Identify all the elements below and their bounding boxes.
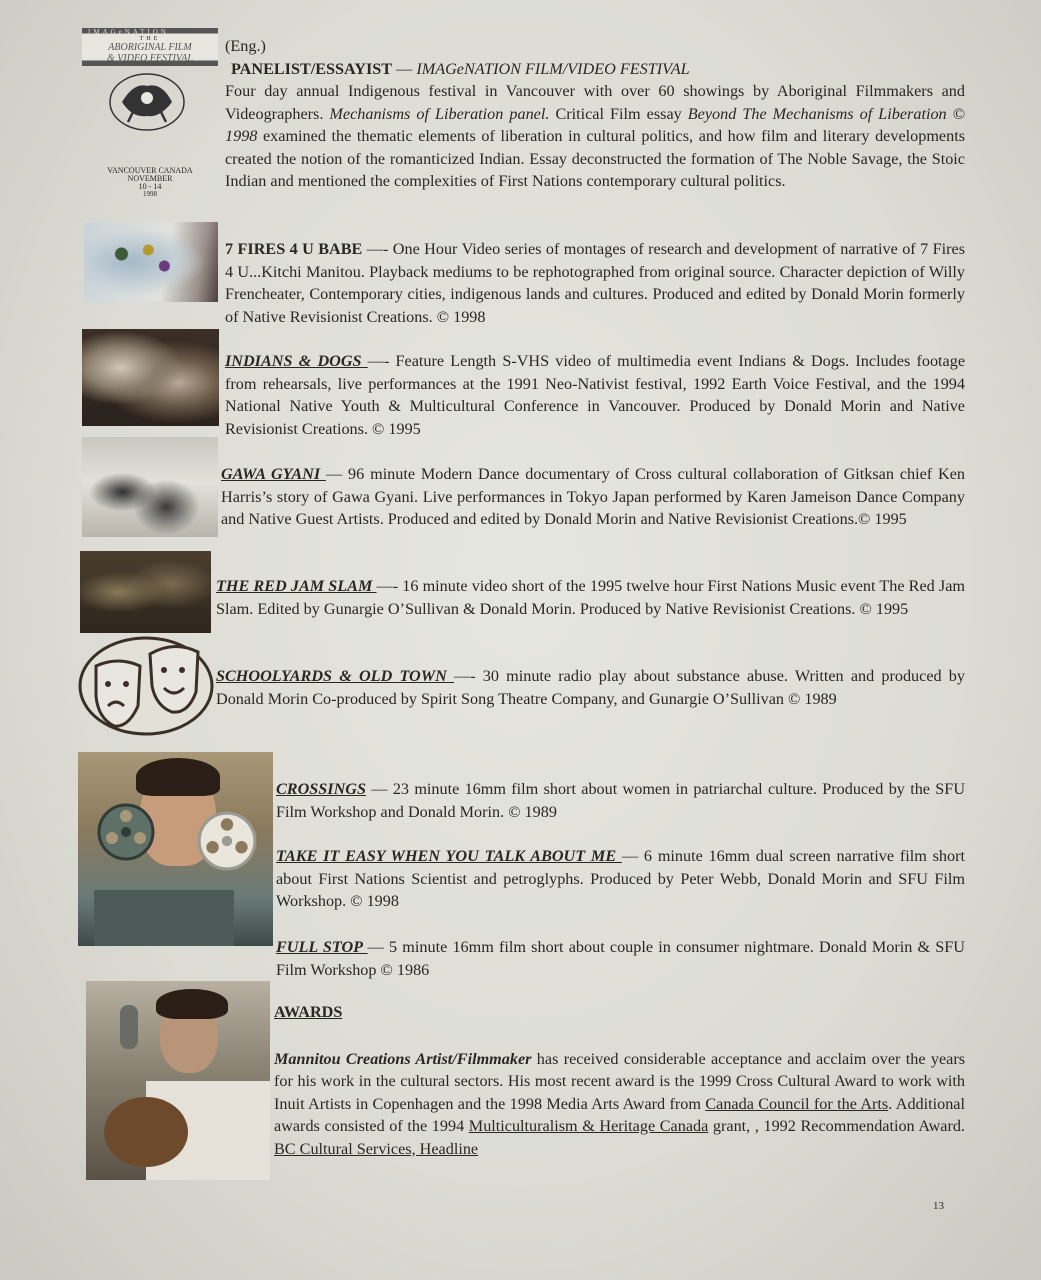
- panelist-title: PANELIST/ESSAYIST: [231, 59, 393, 78]
- entry-separator: —-: [376, 577, 403, 595]
- entry-title: GAWA GYANI: [221, 465, 326, 483]
- filmmaker-hair: [136, 758, 220, 796]
- entry-schoolyards: [216, 665, 965, 710]
- entry-description: 5 minute 16mm film short about couple in consumer nightmare. Donald Morin & SFU Film Workshop © 1986: [276, 938, 965, 979]
- panelist-desc-2: Critical Film essay: [549, 104, 688, 123]
- entry-description: 30 minute radio play about substance abuse. Written and produced by Donald Morin Co-produced by Spirit Song Theatre Company, and Gunargie O’Sullivan © 1989: [216, 667, 965, 708]
- multiculturalism-link: Multiculturalism & Heritage Canada: [468, 1117, 709, 1135]
- entry-indians-dogs: [225, 350, 965, 440]
- entry-separator: —: [367, 938, 390, 956]
- film-reel-icon: [196, 810, 258, 872]
- festival-year: 1998: [143, 190, 157, 198]
- entry-title: FULL STOP: [276, 938, 368, 956]
- entry-description: 6 minute 16mm dual screen narrative film short about First Nations Scientist and petroglyphs. Produced by Peter Webb, Donald Morin and SFU Film Workshop. © 1998: [276, 847, 966, 910]
- bc-cultural-services-link: BC Cultural Services, Headline: [274, 1139, 479, 1158]
- panelist-section: [225, 35, 965, 193]
- page-number: 13: [933, 1200, 944, 1212]
- entry-separator: —-: [454, 667, 483, 685]
- festival-logo: [80, 28, 220, 208]
- panelist-panel-name: Mechanisms of Liberation panel.: [329, 104, 550, 123]
- awards-text-1: has received considerable acceptance and acclaim over the years for his work in the cultural sectors. His most recent award is the 1999 Cross Cultural Award to work with Inuit Artists in Copenhagen and the 1998 Media Arts Award from: [274, 1049, 966, 1113]
- entry-title: THE RED JAM SLAM: [216, 577, 377, 595]
- film-reel-icon: [96, 802, 156, 862]
- canada-council-link: Canada Council for the Arts: [705, 1094, 889, 1113]
- entry-separator: —: [325, 465, 349, 483]
- festival-days: 10 - 14: [138, 182, 162, 191]
- awards-text-3: grant, , 1992 Recommendation Award.: [708, 1117, 965, 1135]
- entry-take-it-easy: [276, 845, 965, 913]
- awards-text-2: . Additional awards consisted of the 1994: [274, 1094, 965, 1135]
- gawa-gyani-photo: [82, 437, 218, 537]
- indians-dogs-photo: [82, 329, 219, 426]
- awards-heading: AWARDS: [274, 1003, 343, 1021]
- panelist-desc-1: Four day annual Indigenous festival in Vancouver with over 60 showings by Aboriginal Filmmakers and Videographers.: [225, 82, 965, 123]
- awards-paragraph: [274, 1048, 965, 1161]
- musician-hair: [156, 989, 228, 1019]
- entry-full-stop: [276, 936, 965, 981]
- projector-body: [94, 890, 234, 946]
- entry-description: Feature Length S-VHS video of multimedia event Indians & Dogs. Includes footage from rehearsals, live performances at the 1991 Neo-Nativist festival, 1992 Earth Voice Festival, and the 1994 National Native Youth & Multicultural Conference in Vancouver. Produced by Donald Morin and Native Revisionist Creations. © 1995: [225, 352, 965, 438]
- seven-fires-image: [84, 222, 218, 302]
- panelist-description: [225, 80, 965, 193]
- festival-logo-the: THE: [139, 36, 161, 42]
- entry-separator: —: [621, 847, 644, 865]
- red-jam-slam-photo: [80, 551, 211, 633]
- festival-month: NOVEMBER: [127, 174, 173, 183]
- festival-logo-top: IMAGeNATION: [88, 28, 169, 36]
- entry-description: 16 minute video short of the 1995 twelve hour First Nations Music event The Red Jam Slam. Edited by Gunargie O’Sullivan & Donald Morin. Produced by Native Revisionist Creations. © 1995: [216, 577, 965, 618]
- entry-description: 23 minute 16mm film short about women in patriarchal culture. Produced by the SFU Film Workshop and Donald Morin. © 1989: [276, 780, 966, 821]
- entry-description: 96 minute Modern Dance documentary of Cross cultural collaboration of Gitksan chief Ken Harris’s story of Gawa Gyani. Live performances in Tokyo Japan performed by Karen Jameison Dance Company and Native Guest Artists. Produced and edited by Donald Morin and Native Revisionist Creations.© 1995: [221, 465, 966, 528]
- entry-seven-fires: [225, 238, 965, 328]
- microphone: [120, 1005, 138, 1049]
- entry-red-jam-slam: [216, 575, 965, 620]
- entry-title: 7 FIRES 4 U BABE: [225, 240, 363, 258]
- panelist-heading: [225, 58, 965, 81]
- guitar: [104, 1097, 188, 1167]
- musician-photo: [86, 981, 270, 1180]
- panelist-dash: —: [392, 59, 417, 78]
- panelist-essay-title: Beyond The Mechanisms of Liberation © 1998: [225, 104, 965, 145]
- panelist-festival: IMAGeNATION FILM/VIDEO FESTIVAL: [416, 59, 690, 78]
- entry-gawa-gyani: [221, 463, 965, 531]
- entry-description: One Hour Video series of montages of research and development of narrative of 7 Fires 4 U...Kitchi Manitou. Playback mediums to be rephotographed from original source. Character depiction of Willy Frencheater, Contemporary cities, indigenous lands and cultures. Produced and edited by Donald Morin formerly of Native Revisionist Creations. © 1998: [225, 240, 965, 326]
- awards-artist: Mannitou Creations Artist/Filmmaker: [274, 1049, 532, 1068]
- panelist-desc-3: examined the thematic elements of liberation in cultural politics, and how film and literary developments created the notion of the romanticized Indian. Essay deconstructed the formation of The Noble Savage, the Stoic Indian and mentioned the complexities of First Nations contemporary cultural politics.: [225, 127, 965, 190]
- festival-location: VANCOUVER CANADA: [107, 166, 193, 175]
- entry-separator: —-: [367, 352, 396, 370]
- entry-title: INDIANS & DOGS: [225, 352, 368, 370]
- language-label: (Eng.): [225, 37, 266, 55]
- entry-title: SCHOOLYARDS & OLD TOWN: [216, 667, 454, 685]
- filmmaker-reels-photo: [78, 752, 273, 946]
- festival-logo-line1: ABORIGINAL FILM: [108, 42, 192, 53]
- entry-title: TAKE IT EASY WHEN YOU TALK ABOUT ME: [276, 847, 622, 865]
- entry-crossings: [276, 778, 965, 823]
- festival-logo-line2: & VIDEO FESTIVAL: [107, 53, 193, 64]
- entry-separator: —: [365, 780, 393, 798]
- entry-title: CROSSINGS: [276, 780, 366, 798]
- festival-emblem: [108, 72, 186, 132]
- awards-section: [274, 1001, 965, 1160]
- theatre-masks-icon: [78, 636, 214, 736]
- entry-separator: —-: [362, 240, 393, 258]
